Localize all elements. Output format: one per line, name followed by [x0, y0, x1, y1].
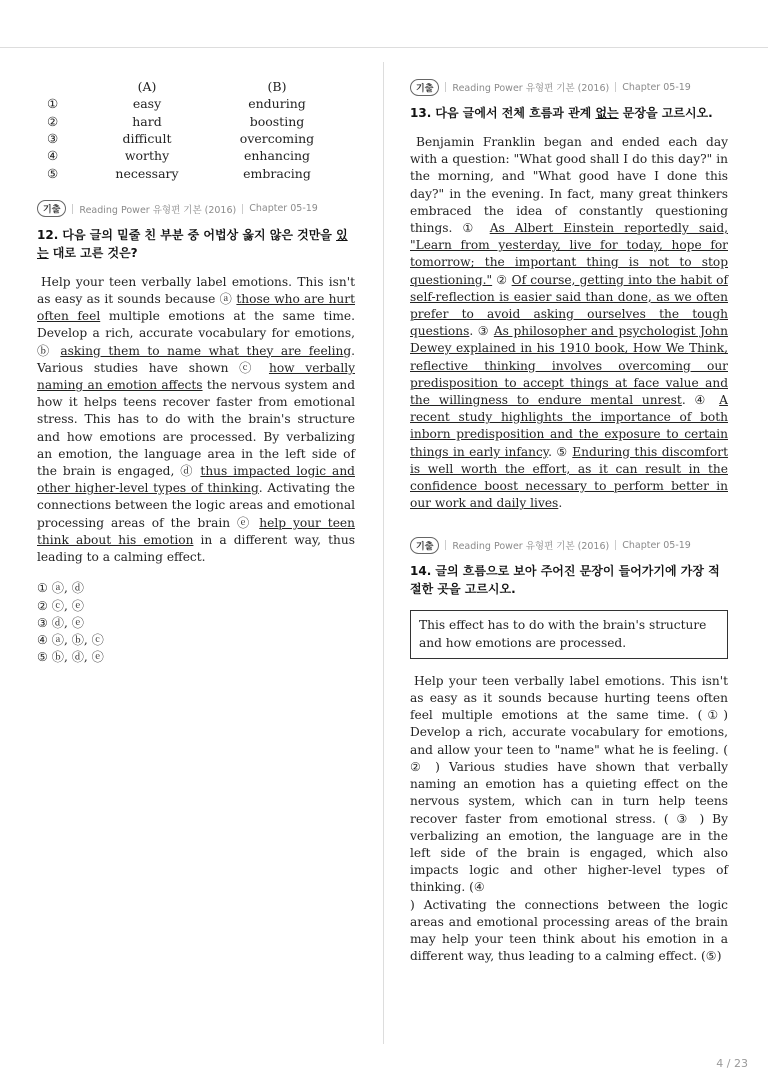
option-b: enduring [248, 96, 306, 112]
q13-passage: Benjamin Franklin began and ended each day with a question: "What good shall I do this day?" in the morning, and "What good have I done this day?" in the evening. In fact, many great thinkers embraced the idea of constantly questioning things. ① As Albert Einstein reportedly said, "Learn from yesterday, live for today, hope for tomorrow; the important thing is not to stop questioning." ② Of course, getting into the habit of self-reflection is easier said than done, as we often prefer to avoid asking ourselves the tough questions. ③ As philosopher and psychologist John Dewey explained in his 1910 book, How We Think, reflective thinking involves overcoming our predisposition to accept things at face value and the willingness to endure mental unrest. ④ A recent study highlights the importance of both inborn predisposition and the exposure to certain things in early infancy. ⑤ Enduring this discomfort is well worth the effort, as it can result in the confidence boost necessary to perform better in our work and daily lives. [410, 135, 728, 511]
q14-source: Reading Power 유형편 기본 (2016) [452, 541, 610, 553]
header-a: (A) [137, 79, 157, 95]
option-a: necessary [115, 165, 179, 181]
option-number: ③ [47, 131, 59, 147]
option-number: ④ [47, 148, 59, 164]
q13-tag-badge: 기출 [410, 79, 439, 96]
q12-tag-badge: 기출 [37, 200, 66, 217]
option-row [47, 113, 347, 130]
option-row [47, 164, 347, 181]
q12-title: 12. 다음 글의 밑줄 친 부분 중 어법상 옳지 않은 것만을 있는 대로 고른 것은? [37, 227, 348, 260]
choice-item[interactable]: ⑤ ⓑ, ⓓ, ⓔ [37, 650, 104, 665]
header-b: (B) [267, 79, 287, 95]
option-number: ⑤ [47, 165, 59, 181]
q14-passage: Help your teen verbally label emotions. This isn't as easy as it sounds because hurting teens often feel multiple emotions at the same time. (①) Develop a rich, accurate vocabulary for emotions, and allow your teen to "name" what he is feeling. ( ② ) Various studies have shown that verbally naming an emotion has a quieting effect on the nervous system, which can in turn help teens recover faster from emotional stress. ( ③ ) By verbalizing an emotion, the language are in the left side of the brain is engaged, which also impacts logic and other higher-level types of thinking. (④ ) Activating the connections between the logic areas and emotional processing areas of the brain may help your teen think about his emotion in a different way, thus leading to a calming effect. (⑤) [410, 673, 728, 964]
q14-source-row [410, 536, 728, 554]
q13-source: Reading Power 유형편 기본 (2016) [452, 83, 610, 94]
option-row [47, 147, 347, 164]
q14-given-sentence-box: This effect has to do with the brain's structure and how emotions are processed. [410, 610, 728, 658]
options-header [47, 78, 347, 95]
option-a: easy [132, 96, 162, 112]
option-b: boosting [249, 113, 305, 129]
choice-item[interactable]: ④ ⓐ, ⓑ, ⓒ [37, 633, 104, 648]
q14-tag-badge: 기출 [410, 537, 439, 554]
q12-passage: Help your teen verbally label emotions. This isn't as easy as it sounds because ⓐ those who are hurt often feel multiple emotions at the same time. Develop a rich, accurate vocabulary for emotions, ⓑ asking them to name what they are feeling. Various studies have shown ⓒ how verbally naming an emotion affects the nervous system and how it helps teens recover faster from emotional stress. This has to do with the brain's structure and how emotions are processed. By verbalizing an emotion, the language area in the left side of the brain is engaged, ⓓ thus impacted logic and other higher-level types of thinking. Activating the connections between the logic areas and emotional processing areas of the brain ⓔ help your teen think about his emotion in a different way, thus leading to a calming effect. [37, 274, 356, 565]
option-a: difficult [122, 131, 172, 147]
q13-chapter: Chapter 05-19 [622, 81, 691, 93]
option-row [47, 130, 347, 147]
choice-item[interactable]: ② ⓒ, ⓔ [37, 598, 84, 613]
q12-source-row [37, 200, 355, 218]
left-column [37, 78, 355, 667]
option-a: hard [132, 113, 162, 129]
q12-chapter: Chapter 05-19 [249, 203, 318, 215]
choice-item[interactable]: ③ ⓓ, ⓔ [37, 615, 84, 630]
q12-source: Reading Power 유형편 기본 (2016) [79, 204, 237, 216]
q12-choices [37, 580, 355, 666]
option-b: overcoming [239, 131, 315, 147]
choice-item[interactable]: ① ⓐ, ⓓ [37, 581, 84, 596]
q13-source-row [410, 78, 728, 96]
option-number: ② [47, 113, 59, 129]
column-divider [383, 62, 384, 1044]
q14-chapter: Chapter 05-19 [622, 539, 691, 551]
q14-title: 14. 글의 흐름으로 보아 주어진 문장이 들어가기에 가장 적절한 곳을 고르시오. [410, 564, 720, 597]
page-number: 4 / 23 [716, 1057, 748, 1070]
option-number: ① [47, 96, 59, 112]
header-rule [0, 47, 768, 48]
q13-title: 13. 다음 글에서 전체 흐름과 관계 없는 문장을 고르시오. [410, 106, 713, 120]
right-column [410, 78, 728, 965]
option-b: embracing [243, 165, 311, 181]
option-row [47, 95, 347, 112]
option-b: enhancing [243, 148, 311, 164]
q11-options-table [47, 78, 347, 182]
option-a: worthy [124, 148, 170, 164]
